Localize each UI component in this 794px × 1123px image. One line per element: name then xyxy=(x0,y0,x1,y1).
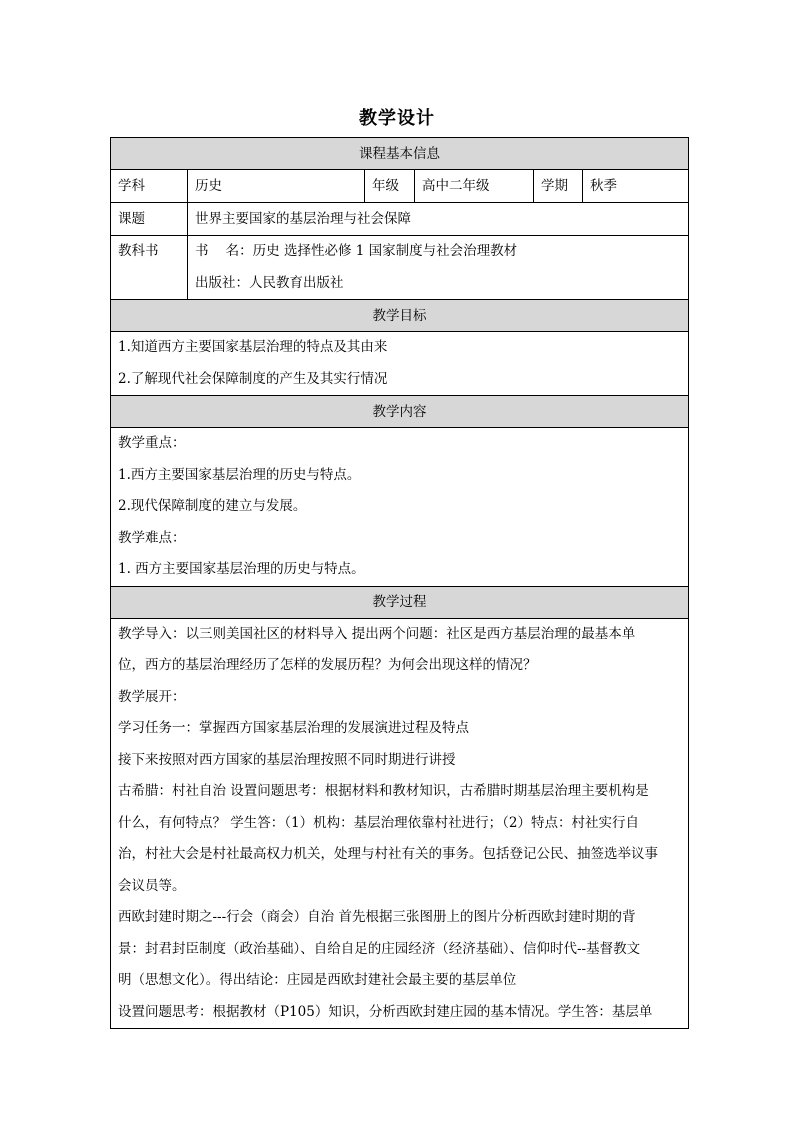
process-line: 古希腊：村社自治 设置问题思考：根据材料和教材知识，古希腊时期基层治理主要机构是 xyxy=(118,783,649,799)
process-line: 西欧封建时期之---行会（商会）自治 首先根据三张图册上的图片分析西欧封建时期的背 xyxy=(118,909,636,925)
content-line: 教学重点： xyxy=(118,435,186,451)
process-line: 位，西方的基层治理经历了怎样的发展历程？为何会出现这样的情况？ xyxy=(118,657,537,673)
textbook-label-text: 教科书 xyxy=(118,243,159,259)
process-line: 景：封君封臣制度（政治基础）、自给自足的庄园经济（经济基础）、信仰时代--基督教文 xyxy=(118,940,641,957)
grade-label: 年级 xyxy=(365,170,415,203)
objective-line: 2.了解现代社会保障制度的产生及其实行情况 xyxy=(118,370,388,387)
content-body xyxy=(111,428,689,587)
basic-info-header: 课程基本信息 xyxy=(111,138,689,170)
process-line: 接下来按照对西方国家的基层治理按照不同时期进行讲授 xyxy=(118,751,456,768)
grade-value: 高中二年级 xyxy=(415,170,534,203)
process-body xyxy=(111,618,689,1029)
content-line: 1. 西方主要国家基层治理的历史与特点。 xyxy=(118,561,365,577)
textbook-publisher: 出版社：人民教育出版社 xyxy=(195,274,344,291)
process-line: 明（思想文化）。得出结论：庄园是西欧封建社会最主要的基层单位 xyxy=(118,972,517,988)
content-line: 1.西方主要国家基层治理的历史与特点。 xyxy=(118,466,361,483)
process-line: 什么，有何特点？ 学生答：（1）机构：基层治理依靠村社进行；（2）特点：村社实行自 xyxy=(118,814,639,831)
textbook-label xyxy=(111,236,188,300)
term-label: 学期 xyxy=(534,170,583,203)
content-line: 教学难点： xyxy=(118,529,186,546)
content-line: 2.现代保障制度的建立与发展。 xyxy=(118,498,307,514)
textbook-info xyxy=(188,236,689,300)
objectives-body xyxy=(111,332,689,396)
process-line: 教学导入：以三则美国社区的材料导入 提出两个问题：社区是西方基层治理的最基本单 xyxy=(118,625,636,642)
textbook-name: 书 名：历史 选择性必修 1 国家制度与社会治理教材 xyxy=(195,243,518,259)
topic-value: 世界主要国家的基层治理与社会保障 xyxy=(188,203,689,236)
process-line: 学习任务一：掌握西方国家基层治理的发展演进过程及特点 xyxy=(118,720,469,736)
subject-value: 历史 xyxy=(188,170,365,203)
objectives-header: 教学目标 xyxy=(111,300,689,332)
process-line: 设置问题思考：根据教材（P105）知识，分析西欧封建庄园的基本情况。学生答：基层单 xyxy=(118,1003,653,1020)
document-title: 教学设计 xyxy=(359,108,435,129)
topic-label: 课题 xyxy=(111,203,188,236)
term-value: 秋季 xyxy=(583,170,689,203)
content-header: 教学内容 xyxy=(111,396,689,428)
process-line: 治，村社大会是村社最高权力机关，处理与村社有关的事务。包括登记公民、抽签选举议事 xyxy=(118,846,658,862)
process-line: 会议员等。 xyxy=(118,877,186,894)
process-line: 教学展开： xyxy=(118,688,186,705)
process-header: 教学过程 xyxy=(111,586,689,618)
subject-label: 学科 xyxy=(111,170,188,203)
objective-line: 1.知道西方主要国家基层治理的特点及其由来 xyxy=(118,339,388,355)
lesson-plan-table xyxy=(110,137,689,1029)
